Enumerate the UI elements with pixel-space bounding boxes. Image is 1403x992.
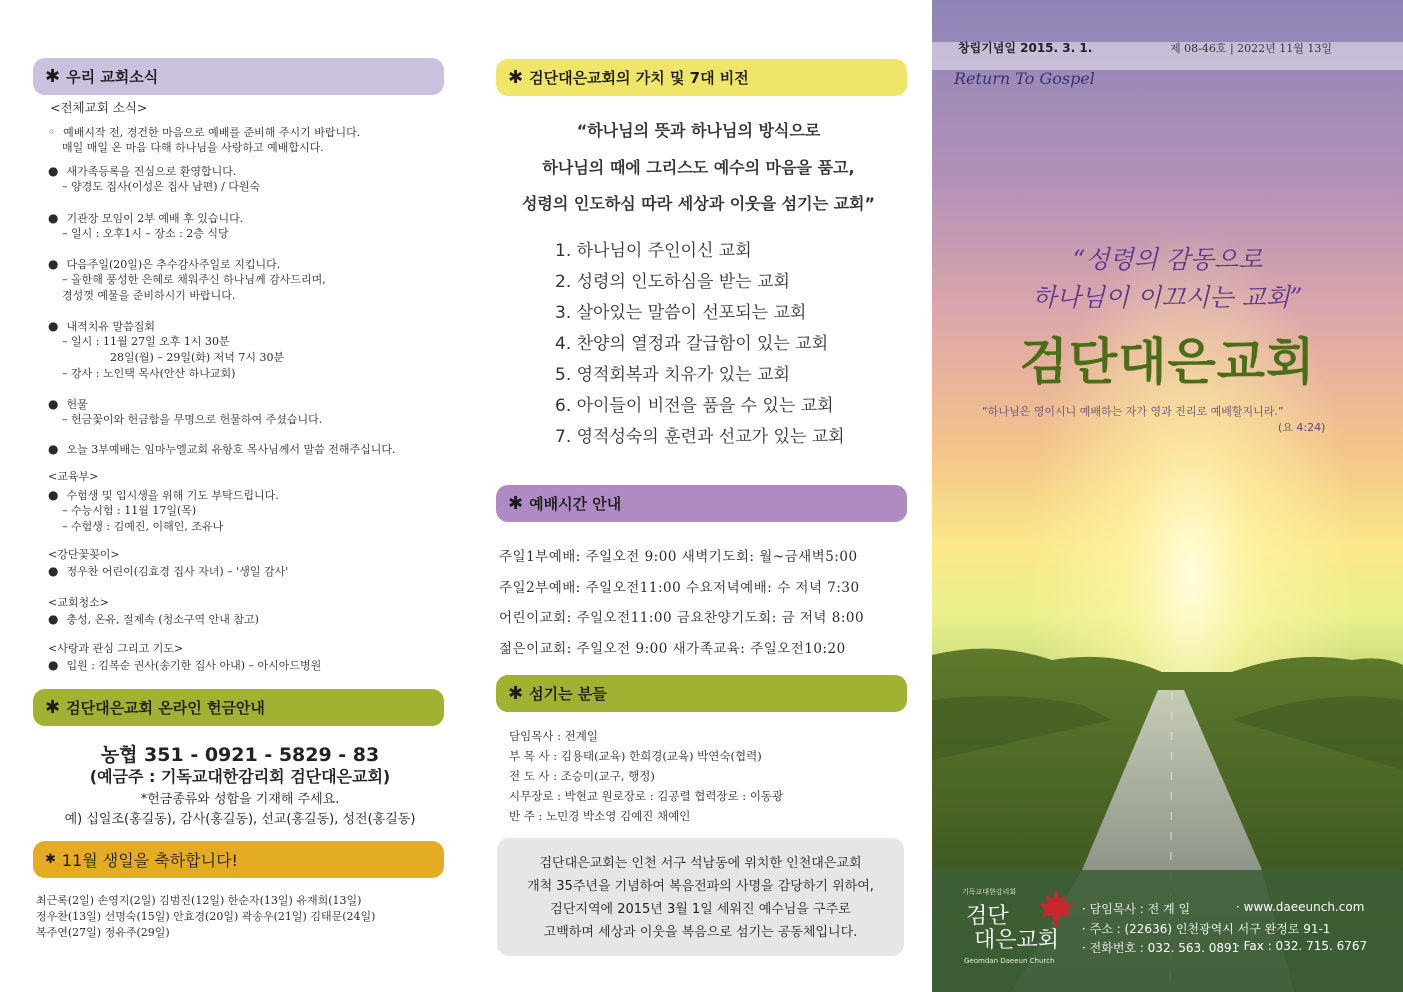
asterisk-icon: ✱ [508,493,524,514]
service-row-1: 주일1부예배: 주일오전 9:00 새벽기도회: 월~금새벽5:00 [499,549,858,565]
news-line-text: 수험생 및 입시생을 위해 기도 부탁드립니다. [66,489,279,502]
logo-name-1: 검단 [966,904,1009,929]
news-line [62,272,326,288]
news-line-text: <교회청소> [48,596,109,609]
news-line [48,641,183,657]
news-line [48,595,109,611]
bullet-icon: ● [48,658,59,672]
values-title: 검단대은교회의 가치 및 7대 비전 [529,69,749,87]
sunset-road-image [932,0,1403,992]
news-line [48,396,88,413]
news-line-text: – 헌금꽃이와 헌금함을 무명으로 헌물하여 주셨습니다. [62,413,323,426]
website-link[interactable]: · www.daeeunch.com [1236,900,1365,914]
church-intro-box [497,838,904,956]
issue-info: 제 08-46호 | 2022년 11월 13일 [1170,42,1333,55]
news-line [48,210,243,227]
vision-item: 5. 영적회복과 치유가 있는 교회 [555,365,790,385]
news-line [62,288,235,304]
news-line [62,366,235,382]
news-line-text: 충성, 온유, 절제속 (청소구역 안내 참고) [66,613,259,626]
logo-name-2: 대은교회 [974,928,1060,953]
news-line-text: 입원 : 김복순 권사(송기한 집사 아내) – 아시아드병원 [66,659,322,672]
news-line-text: 매일 매일 온 마음 다해 하나님을 사랑하고 예배합시다. [62,141,324,154]
account-number: 농협 351 - 0921 - 5829 - 83 [100,744,380,766]
news-line-text: – 강사 : 노인택 목사(안산 하나교회) [62,367,236,380]
staff-row-2: 부 목 사 : 김용태(교육) 한희경(교육) 박연숙(협력) [509,749,762,763]
church-logo [952,885,1082,975]
logo-english: Geomdan Daeeun Church [964,957,1055,965]
news-line [48,657,321,674]
cover-panel [932,0,1403,992]
news-line [62,179,260,195]
logo-denomination: 기독교대한감리회 [962,888,1017,896]
intro-line-4: 고백하며 세상과 이웃을 복음으로 섬기는 공동체입니다. [543,925,858,940]
news-line-text: – 올한해 풍성한 은혜로 채워주신 하나님께 감사드리며, [62,273,326,286]
news-line [62,412,322,428]
news-line-text: 28일(월) – 29일(화) 저녁 7시 30분 [110,351,285,364]
asterisk-icon: ✱ [45,852,56,867]
account-holder: (예금주 : 기독교대한감리회 검단대은교회) [89,767,391,786]
birthday-header [33,841,444,878]
vision-item: 3. 살아있는 말씀이 선포되는 교회 [555,303,807,323]
service-row-4: 젊은이교회: 주일오전 9:00 새가족교육: 주일오전10:20 [499,641,846,657]
news-title: 우리 교회소식 [66,68,159,86]
news-line-text: 기관장 모임이 2부 예배 후 있습니다. [66,212,244,225]
news-line [48,487,279,504]
news-line [62,503,196,519]
asterisk-icon: ✱ [45,66,61,87]
news-line [62,140,324,156]
service-row-2: 주일2부예배: 주일오전11:00 수요저녁예배: 수 저녁 7:30 [499,580,860,596]
news-line [48,256,280,273]
bible-verse-ref: (요 4:24) [1278,421,1326,434]
news-line-text: 새가족등록을 진심으로 환영합니다. [66,165,237,178]
news-line [110,350,284,366]
news-line-text: 오늘 3부예배는 임마누엘교회 유항호 목사님께서 말씀 전해주십니다. [66,443,396,456]
motto-line-1: “하나님의 뜻과 하나님의 방식으로 [576,121,821,140]
birthday-line-2: 정우찬(13일) 선명숙(15일) 안효경(20일) 곽송우(21일) 김태문(24일) [36,910,376,923]
staff-header [496,675,907,712]
bullet-icon: ● [48,442,59,456]
birthday-title: 11월 생일을 축하합니다! [61,851,238,870]
church-name-title: 검단대은교회 [1019,333,1316,391]
bullet-icon: ● [48,488,59,502]
birthday-line-1: 최근록(2일) 손영지(2일) 김범진(12일) 한순자(13일) 유재희(13일) [36,894,362,907]
vision-panel [465,0,932,992]
offering-note: *헌금종류와 성함을 기재해 주세요. [140,792,340,807]
asterisk-icon: ✱ [508,683,524,704]
asterisk-icon: ✱ [508,67,524,88]
bullet-icon: ● [48,612,59,626]
news-line-text: 헌물 [66,398,88,411]
news-line-text: <교육부> [48,470,99,483]
news-line-text: <강단꽃꽂이> [48,548,120,561]
news-line-text: – 수능시험 : 11월 17일(목) [62,504,197,517]
news-line [62,519,223,535]
vision-item: 1. 하나님이 주인이신 교회 [555,241,752,261]
news-line [48,163,236,180]
staff-row-3: 전 도 사 : 조승미(교구, 행정) [509,769,655,783]
news-line [62,334,230,350]
news-line-text: 내적치유 말씀집회 [66,320,155,333]
news-line [48,547,120,563]
online-offering-title: 검단대은교회 온라인 헌금안내 [66,699,265,717]
asterisk-icon: ✱ [45,697,61,718]
vision-item: 2. 성령의 인도하심을 받는 교회 [555,272,790,292]
news-line [48,441,396,458]
news-header [33,58,444,95]
news-subtitle: <전체교회 소식> [50,100,148,115]
bible-verse: “하나님은 영이시니 예배하는 자가 영과 진리로 예배할지니라.” [982,405,1284,418]
bullet-icon: ● [48,257,59,271]
bullet-icon: ● [48,564,59,578]
bullet-icon: ◦ [48,125,56,139]
staff-title: 섬기는 분들 [529,685,607,703]
vision-item: 4. 찬양의 열정과 갈급함이 있는 교회 [555,334,829,354]
founded-date: 창립기념일 2015. 3. 1. [958,41,1093,55]
bullet-icon: ● [48,164,59,178]
news-line [48,469,98,485]
news-panel [0,0,465,992]
contact-address: · 주소 : (22636) 인천광역시 서구 완정로 91-1 [1082,922,1331,936]
service-header [496,485,907,522]
intro-line-1: 검단대은교회는 인천 서구 석남동에 위치한 인천대은교회 [539,856,862,871]
values-header [496,59,907,96]
offering-example: 예) 십일조(홍길동), 감사(홍길동), 선교(홍길동), 성전(홍길동) [64,812,416,827]
cover-quote-line-1: “성령의 감동으로 [1072,245,1263,274]
bullet-icon: ● [48,319,59,333]
cover-quote-line-2: 하나님이 이끄시는 교회” [1032,283,1303,312]
news-line-text: <사랑과 관심 그리고 기도> [48,642,184,655]
staff-row-1: 담임목사 : 전계일 [509,729,598,743]
intro-line-2: 개척 35주년을 기념하여 복음전파의 사명을 감당하기 위하여, [527,879,874,894]
bullet-icon: ● [48,397,59,411]
news-line [48,611,259,628]
news-line-text: – 양경도 집사(이성은 집사 남편) / 다원숙 [62,180,261,193]
contact-fax: · Fax : 032. 715. 6767 [1236,939,1368,953]
service-row-3: 어린이교회: 주일오전11:00 금요찬양기도회: 금 저녁 8:00 [499,610,865,626]
news-line-text: – 일시 : 오후1시 – 장소 : 2층 식당 [62,227,229,240]
service-title: 예배시간 안내 [529,495,622,513]
news-line-text: 경성껏 예물을 준비하시기 바랍니다. [62,289,236,302]
intro-line-3: 검단지역에 2015년 3월 1일 세워진 예수님을 구주로 [550,902,851,917]
online-offering-header [33,689,444,726]
bullet-icon: ● [48,211,59,225]
motto-line-2: 하나님의 때에 그리스도 예수의 마음을 품고, [542,158,855,177]
news-line [48,563,288,580]
news-line-text: 다음주일(20일)은 추수감사주일로 지킵니다. [66,258,281,271]
news-line [48,318,155,335]
news-line [62,226,229,242]
vision-item: 6. 아이들이 비전을 품을 수 있는 교회 [555,396,834,416]
contact-phone: · 전화번호 : 032. 563. 0891 [1082,941,1240,955]
news-line [48,124,360,141]
motto-line-3: 성령의 인도하심 따라 세상과 이웃을 섬기는 교회” [521,194,876,213]
birthday-line-3: 복주연(27일) 정유주(29일) [36,926,170,939]
news-line-text: 정우찬 어린이(김효경 집사 자녀) – '생일 감사' [66,565,289,578]
news-line-text: 예배시작 전, 경건한 마음으로 예배를 준비해 주시기 바랍니다. [63,126,361,139]
news-line-text: – 일시 : 11월 27일 오후 1시 30분 [62,335,230,348]
staff-row-5: 반 주 : 노민경 박소영 김예진 채예인 [509,809,691,823]
contact-pastor: · 담임목사 : 전 계 일 [1082,902,1191,916]
slogan: Return To Gospel [954,69,1095,88]
vision-item: 7. 영적성숙의 훈련과 선교가 있는 교회 [555,427,845,447]
staff-row-4: 시무장로 : 박현교 원로장로 : 김공렬 협력장로 : 이동광 [509,789,784,803]
news-line-text: – 수험생 : 김예진, 이해인, 조유나 [62,520,224,533]
